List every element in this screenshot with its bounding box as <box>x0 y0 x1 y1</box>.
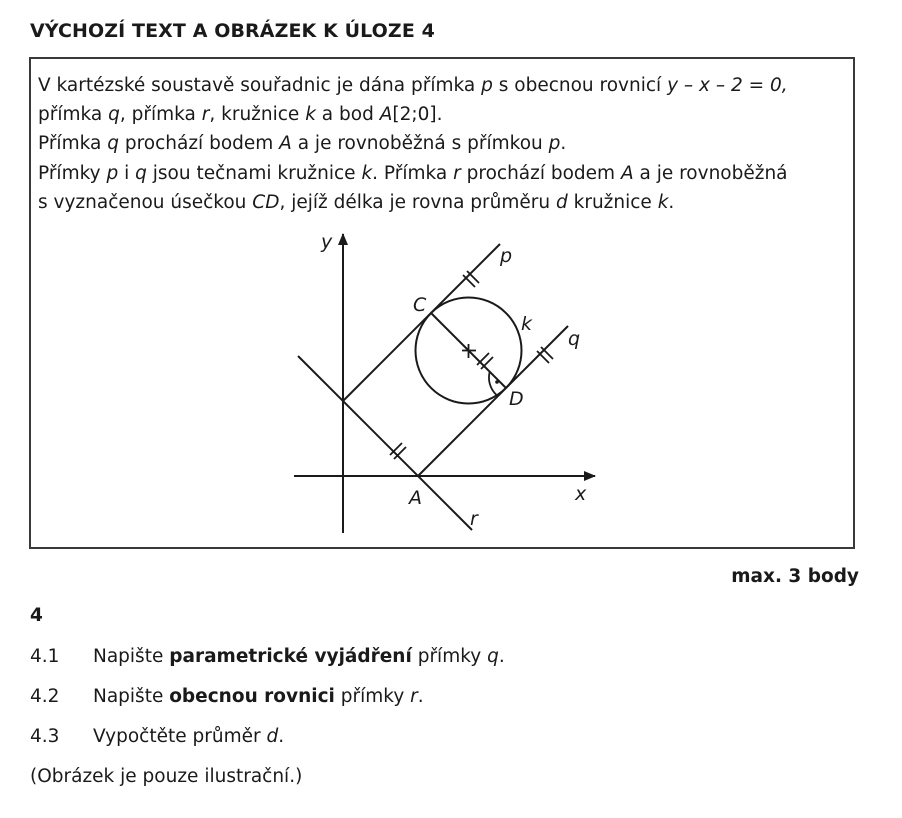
intro-text-part: . Přímka <box>372 162 454 184</box>
line-p <box>343 244 500 401</box>
max-points: max. 3 body <box>731 566 859 587</box>
intro-text-part: přímka <box>38 104 109 126</box>
task-text: . <box>417 686 424 707</box>
intro-text-part: kružnice <box>567 191 658 213</box>
task-4-3 <box>30 726 284 747</box>
task-text: . <box>498 646 505 667</box>
intro-text-part: i <box>118 162 136 184</box>
line-q <box>418 326 568 476</box>
task-var: r <box>410 686 418 707</box>
task-num: 4.2 <box>30 686 60 707</box>
intro-text-part: , kružnice <box>209 104 306 126</box>
task-4-1 <box>30 646 505 667</box>
task-text: . <box>278 726 285 747</box>
point-A-coordinates: [2;0]. <box>392 104 443 126</box>
label-C: C <box>413 294 427 316</box>
intro-text-part: Přímka <box>38 133 108 155</box>
task-num: 4.3 <box>30 726 60 747</box>
right-angle-dot <box>495 380 499 384</box>
intro-text-part: prochází bodem <box>460 162 621 184</box>
var-A: A <box>279 133 292 155</box>
var-q: q <box>135 162 147 184</box>
intro-text-part: a je rovnoběžná s přímkou <box>291 133 549 155</box>
intro-text-part: jsou tečnami kružnice <box>146 162 362 184</box>
intro-text-part: s obecnou rovnicí <box>492 75 668 96</box>
task-text: Vypočtěte průměr <box>93 726 267 747</box>
line-r <box>298 356 472 530</box>
label-y: y <box>321 231 333 253</box>
task-4-2 <box>30 686 424 707</box>
intro-text-part: Přímky <box>38 162 107 184</box>
intro-text-part: . <box>668 191 675 213</box>
var-d: d <box>556 191 568 213</box>
task-text: přímky <box>334 686 411 707</box>
label-q: q <box>568 328 581 350</box>
illustration-note: (Obrázek je pouze ilustrační.) <box>30 766 303 787</box>
intro-text-part: prochází bodem <box>118 133 280 155</box>
label-A: A <box>409 487 422 509</box>
var-A: A <box>379 104 393 126</box>
task-number: 4 <box>30 605 43 626</box>
var-q: q <box>107 133 119 155</box>
var-k: k <box>361 162 373 184</box>
task-bold: parametrické vyjádření <box>169 646 412 667</box>
intro-text-part: . <box>560 133 567 155</box>
task-var: d <box>266 726 279 747</box>
intro-text-part: V kartézské soustavě souřadnic je dána přímka <box>38 75 482 96</box>
task-bold: obecnou rovnici <box>169 686 335 707</box>
label-D: D <box>509 388 524 410</box>
var-p: p <box>106 162 119 184</box>
task-text: Napište <box>93 686 170 707</box>
intro-text-part: a je rovnoběžná <box>633 162 788 184</box>
var-q: q <box>108 104 120 126</box>
intro-text-part: a bod <box>315 104 380 126</box>
label-r: r <box>470 508 478 530</box>
task-text: Napište <box>93 646 170 667</box>
label-k: k <box>521 313 533 335</box>
task-num: 4.1 <box>30 646 60 667</box>
equation-p: y – x – 2 = 0, <box>667 75 788 96</box>
intro-text-part: , přímka <box>119 104 202 126</box>
var-p: p <box>548 133 561 155</box>
var-CD: CD <box>252 191 280 213</box>
label-x: x <box>575 483 587 505</box>
label-p: p <box>500 245 513 267</box>
var-k: k <box>305 104 316 126</box>
task-var: q <box>487 646 499 667</box>
var-r: r <box>453 162 461 184</box>
intro-text-part: , jejíž délka je rovna průměru <box>279 191 556 213</box>
intro-text-part: s vyznačenou úsečkou <box>38 191 253 213</box>
var-p: p <box>481 75 493 96</box>
section-heading: VÝCHOZÍ TEXT A OBRÁZEK K ÚLOZE 4 <box>30 20 435 42</box>
task-text: přímky <box>411 646 488 667</box>
var-A: A <box>620 162 634 184</box>
var-k: k <box>657 191 669 213</box>
var-r: r <box>201 104 210 126</box>
